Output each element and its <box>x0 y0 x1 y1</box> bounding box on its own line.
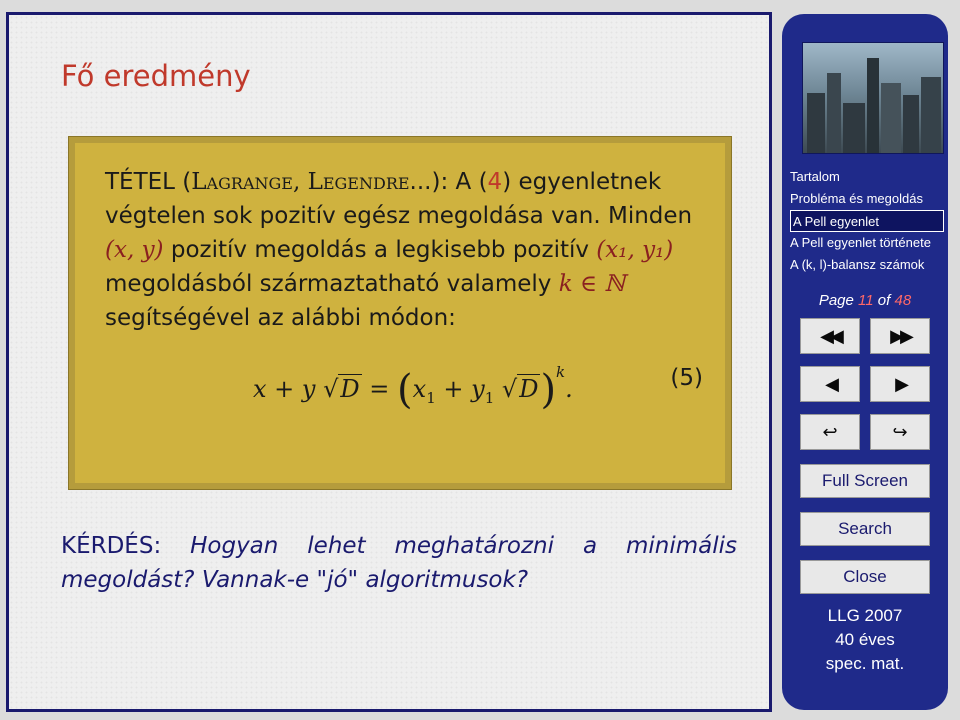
search-button[interactable]: Search <box>800 512 930 546</box>
close-button[interactable]: Close <box>800 560 930 594</box>
question-word: a <box>582 533 598 559</box>
theorem-authors: Lagrange, Legendre <box>191 169 410 195</box>
footer-line: spec. mat. <box>825 654 905 673</box>
question-word: minimális <box>625 533 737 559</box>
page-total: 48 <box>894 292 912 309</box>
rewind-icon: ◀◀ <box>820 325 840 347</box>
page-indicator <box>782 292 948 309</box>
first-page-button[interactable] <box>800 318 860 354</box>
nav-footer <box>782 604 948 676</box>
triangle-right-icon: ▶ <box>895 373 905 395</box>
question-line-2: megoldást? Vannak-e "jó" algoritmusok? <box>61 567 529 593</box>
formula-paren-close: ) <box>540 367 557 413</box>
formula-exponent: k <box>556 363 566 381</box>
footer-line: 40 éves <box>835 630 895 649</box>
nav-menu-item-problema[interactable]: Probléma és megoldás <box>790 191 923 206</box>
slide-title: Fő eredmény <box>61 59 251 93</box>
navigation-panel <box>782 14 948 710</box>
nav-menu-item-tortenete[interactable]: A Pell egyenlet története <box>790 235 931 250</box>
theorem-text-1: ): A ( <box>431 169 488 195</box>
theorem-text: TÉTEL (Lagrange, Legendre...): A (4) egyenletnek végtelen sok pozitív egész megoldása van. Minden (x, y) pozitív megoldás a legkisebb pozitív (x₁, y₁) megoldásból származtatható valamely k ∈ ℕ segítségével az alábbi módon: <box>105 169 693 331</box>
math-x1y1: (x₁, y₁) <box>596 237 674 263</box>
full-screen-button[interactable]: Full Screen <box>800 464 930 498</box>
nav-menu <box>790 166 944 276</box>
page-of: of <box>877 292 891 309</box>
question-label: KÉRDÉS: <box>61 533 162 559</box>
footer-line: LLG 2007 <box>827 606 903 625</box>
page-prefix: Page <box>818 292 854 309</box>
sqrt-d-right: √D <box>501 375 539 403</box>
formula-paren-open: ( <box>397 367 413 413</box>
theorem-label: TÉTEL <box>105 169 175 195</box>
last-page-button[interactable] <box>870 318 930 354</box>
math-k-in-n: k ∈ ℕ <box>558 271 626 297</box>
theorem-text-3: pozitív megoldás a legkisebb pozitív <box>163 237 597 263</box>
city-photo <box>802 42 944 154</box>
formula-y1: y <box>471 375 485 403</box>
theorem-ellipsis: ... <box>409 169 432 195</box>
formula-5 <box>253 363 573 413</box>
hook-arrow-back-icon: ↩ <box>822 421 838 443</box>
question-text <box>61 529 737 597</box>
question-word: lehet <box>307 533 366 559</box>
nav-menu-item-balansz[interactable]: A (k, l)-balansz számok <box>790 257 925 272</box>
slide-panel <box>6 12 772 712</box>
formula-equals: = <box>369 375 390 403</box>
math-xy: (x, y) <box>105 237 164 263</box>
nav-menu-item-tartalom[interactable]: Tartalom <box>790 169 840 184</box>
triangle-left-icon: ◀ <box>825 373 835 395</box>
question-word: meghatározni <box>394 533 555 559</box>
formula-dot: . <box>565 375 573 403</box>
prev-page-button[interactable] <box>800 366 860 402</box>
back-button[interactable] <box>800 414 860 450</box>
formula-y1-sub: 1 <box>484 388 495 407</box>
fast-forward-icon: ▶▶ <box>890 325 910 347</box>
formula-plus: + <box>443 375 464 403</box>
theorem-box-inner <box>75 143 725 483</box>
question-word: Hogyan <box>190 533 279 559</box>
hook-arrow-forward-icon: ↪ <box>892 421 908 443</box>
nav-menu-item-pell[interactable]: A Pell egyenlet <box>790 210 944 232</box>
theorem-box <box>69 137 731 489</box>
page-current: 11 <box>858 292 874 309</box>
question-line-1 <box>61 529 737 563</box>
formula-x1-sub: 1 <box>426 388 436 407</box>
theorem-text-4: megoldásból származtatható valamely <box>105 271 559 297</box>
formula-d-left: D <box>340 375 360 403</box>
next-page-button[interactable] <box>870 366 930 402</box>
formula-d-right: D <box>519 375 539 403</box>
theorem-text-2: ) egyenletnek végtelen sok pozitív egész megoldása van. Minden <box>105 169 693 229</box>
formula-lhs: x + y <box>253 375 316 403</box>
theorem-text-5: segítségével az alábbi módon: <box>105 305 456 331</box>
equation-ref-link[interactable]: 4 <box>487 169 503 195</box>
formula-x1: x <box>412 375 427 403</box>
forward-button[interactable] <box>870 414 930 450</box>
sqrt-d-left: √D <box>323 375 360 403</box>
equation-number: (5) <box>670 365 703 391</box>
